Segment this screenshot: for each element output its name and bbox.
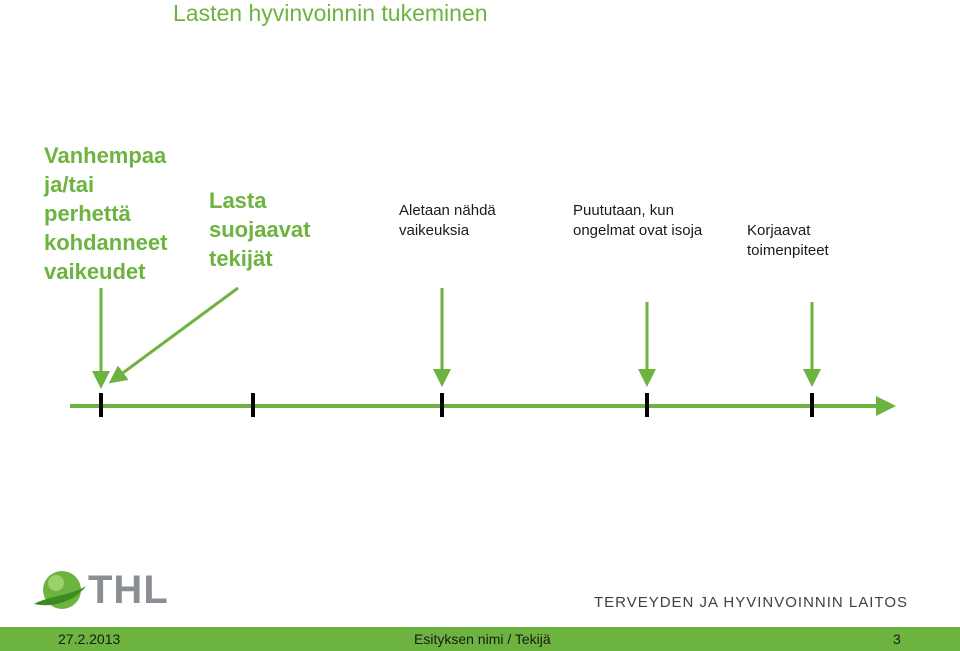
- organization-name: TERVEYDEN JA HYVINVOINNIN LAITOS: [593, 594, 908, 611]
- timeline-tick: [440, 393, 444, 417]
- slide-title: Lasten hyvinvoinnin tukeminen: [173, 0, 488, 26]
- timeline-tick: [810, 393, 814, 417]
- label-line: Vanhempaa: [44, 143, 167, 168]
- footer-presentation-name: Esityksen nimi / Tekijä: [414, 631, 551, 647]
- thl-logo-text: THL: [88, 568, 169, 612]
- globe-leaf-icon: [34, 571, 86, 609]
- label-line: vaikeudet: [44, 259, 146, 284]
- label-line: Aletaan nähdä: [399, 202, 496, 219]
- footer-page-number: 3: [893, 631, 901, 647]
- footer-date: 27.2.2013: [58, 631, 121, 647]
- timeline-arrowhead: [876, 396, 896, 416]
- label-line: kohdanneet: [44, 230, 168, 255]
- footer-bar: [0, 627, 960, 651]
- label-line: Puututaan, kun: [573, 202, 674, 219]
- pointer-arrow: [116, 288, 238, 378]
- label-line: Korjaavat: [747, 222, 811, 239]
- label-line: vaikeuksia: [399, 222, 470, 239]
- label-line: tekijät: [209, 246, 273, 271]
- timeline-tick: [251, 393, 255, 417]
- label-line: perhettä: [44, 201, 131, 226]
- label-line: Lasta: [209, 188, 267, 213]
- timeline-tick: [645, 393, 649, 417]
- timeline-tick: [99, 393, 103, 417]
- label-line: toimenpiteet: [747, 242, 829, 259]
- label-line: ongelmat ovat isoja: [573, 222, 703, 239]
- label-line: suojaavat: [209, 217, 311, 242]
- label-line: ja/tai: [44, 172, 95, 197]
